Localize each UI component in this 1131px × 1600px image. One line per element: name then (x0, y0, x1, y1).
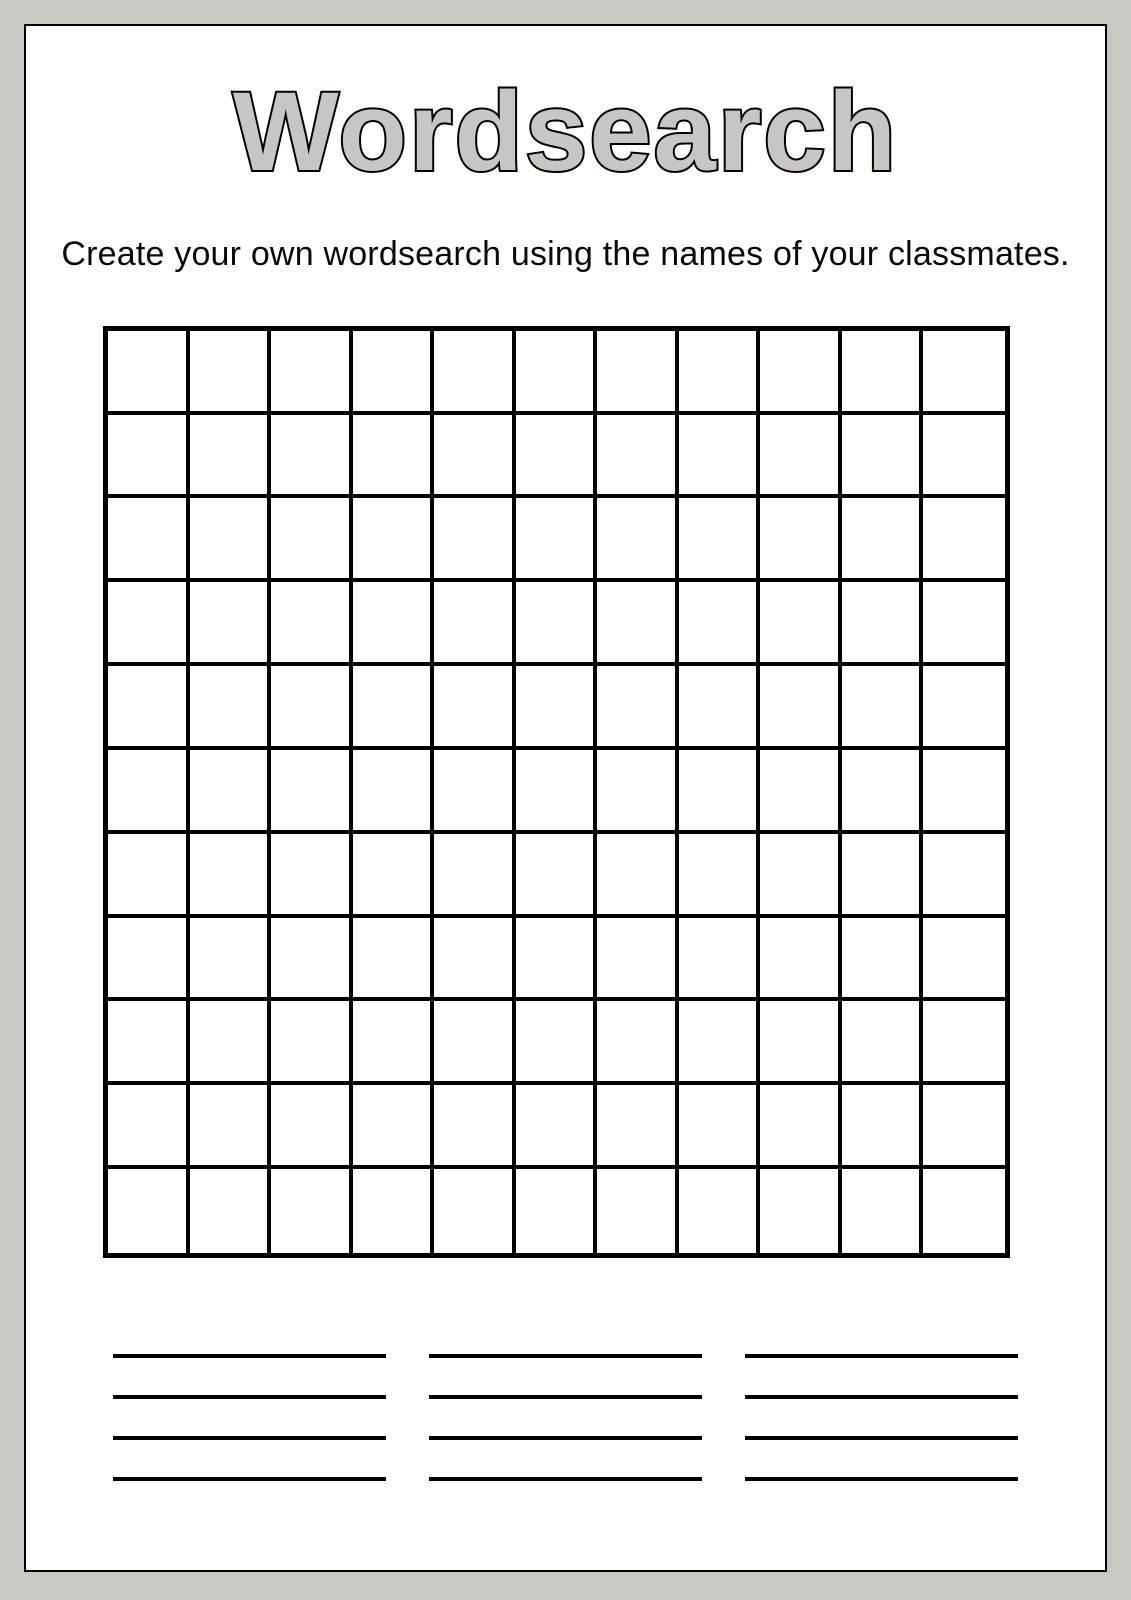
grid-cell (679, 1169, 761, 1253)
grid-cell (516, 1001, 598, 1085)
grid-cell (516, 331, 598, 415)
worksheet-title: Wordsearch (232, 69, 899, 194)
grid-cell (842, 666, 924, 750)
grid-cell (108, 331, 190, 415)
grid-cell (271, 1085, 353, 1169)
grid-cell (271, 1169, 353, 1253)
grid-cell (190, 918, 272, 1002)
grid-cell (842, 1085, 924, 1169)
grid-cell (271, 1001, 353, 1085)
grid-cell (271, 415, 353, 499)
grid-cell (760, 750, 842, 834)
grid-cell (353, 1169, 435, 1253)
grid-cell (760, 834, 842, 918)
grid-cell (271, 918, 353, 1002)
grid-cell (516, 834, 598, 918)
grid-cell (597, 582, 679, 666)
write-line (745, 1354, 1018, 1358)
write-line (113, 1477, 386, 1481)
grid-cell (190, 331, 272, 415)
grid-cell (190, 1085, 272, 1169)
grid-cell (353, 331, 435, 415)
grid-cell (516, 918, 598, 1002)
grid-cell (434, 918, 516, 1002)
grid-cell (353, 918, 435, 1002)
grid-cell (597, 834, 679, 918)
grid-cell (271, 834, 353, 918)
grid-cell (434, 1001, 516, 1085)
write-line (113, 1395, 386, 1399)
grid-cell (760, 331, 842, 415)
grid-cell (597, 1001, 679, 1085)
grid-cell (923, 834, 1005, 918)
grid-cell (353, 498, 435, 582)
grid-cell (516, 1169, 598, 1253)
write-line (429, 1354, 702, 1358)
grid-cell (760, 415, 842, 499)
grid-cell (108, 666, 190, 750)
answer-line-column (745, 1354, 1018, 1481)
grid-cell (434, 1085, 516, 1169)
grid-cell (108, 918, 190, 1002)
write-line (113, 1436, 386, 1440)
write-line (745, 1436, 1018, 1440)
grid-cell (679, 1001, 761, 1085)
grid-cell (353, 750, 435, 834)
grid-cell (760, 498, 842, 582)
grid-cell (842, 498, 924, 582)
grid-cell (190, 1169, 272, 1253)
grid-cell (353, 415, 435, 499)
answer-line-column (113, 1354, 386, 1481)
grid-cell (271, 666, 353, 750)
grid-cell (108, 1001, 190, 1085)
grid-cell (760, 918, 842, 1002)
grid-cell (597, 415, 679, 499)
grid-cell (760, 666, 842, 750)
grid-cell (923, 1001, 1005, 1085)
grid-cell (108, 498, 190, 582)
grid-cell (679, 750, 761, 834)
grid-cell (190, 1001, 272, 1085)
write-line (429, 1477, 702, 1481)
grid-cell (597, 1169, 679, 1253)
grid-cell (597, 918, 679, 1002)
grid-cell (597, 666, 679, 750)
grid-cell (108, 834, 190, 918)
grid-cell (923, 1169, 1005, 1253)
grid-cell (516, 1085, 598, 1169)
grid-cell (108, 1169, 190, 1253)
grid-cell (190, 582, 272, 666)
grid-cell (842, 918, 924, 1002)
grid-cell (842, 582, 924, 666)
grid-cell (353, 1001, 435, 1085)
grid-cell (679, 415, 761, 499)
grid-cell (679, 918, 761, 1002)
grid-cell (679, 1085, 761, 1169)
grid-cell (760, 1169, 842, 1253)
grid-cell (190, 415, 272, 499)
grid-cell (108, 750, 190, 834)
grid-cell (353, 666, 435, 750)
grid-cell (842, 750, 924, 834)
answer-line-column (429, 1354, 702, 1481)
grid-cell (679, 331, 761, 415)
grid-cell (597, 750, 679, 834)
instruction-text: Create your own wordsearch using the names of your classmates. (61, 234, 1070, 273)
grid-cell (434, 582, 516, 666)
grid-cell (842, 1169, 924, 1253)
grid-cell (108, 415, 190, 499)
grid-cell (353, 834, 435, 918)
grid-cell (190, 750, 272, 834)
grid-cell (190, 834, 272, 918)
grid-cell (271, 331, 353, 415)
grid-cell (597, 1085, 679, 1169)
grid-cell (434, 666, 516, 750)
grid-cell (434, 498, 516, 582)
grid-cell (516, 415, 598, 499)
grid-cell (516, 582, 598, 666)
grid-cell (434, 331, 516, 415)
write-line (745, 1477, 1018, 1481)
grid-cell (108, 1085, 190, 1169)
grid-cell (271, 498, 353, 582)
grid-cell (760, 1085, 842, 1169)
grid-cell (190, 498, 272, 582)
answer-lines-section (113, 1354, 1018, 1481)
wordsearch-grid (103, 326, 1010, 1258)
write-line (745, 1395, 1018, 1399)
grid-cell (271, 582, 353, 666)
grid-cell (679, 582, 761, 666)
grid-cell (842, 415, 924, 499)
grid-cell (516, 498, 598, 582)
grid-cell (679, 498, 761, 582)
write-line (429, 1436, 702, 1440)
grid-cell (923, 582, 1005, 666)
grid-cell (923, 331, 1005, 415)
grid-cell (923, 918, 1005, 1002)
grid-cell (923, 1085, 1005, 1169)
grid-cell (597, 498, 679, 582)
grid-cell (516, 750, 598, 834)
grid-cell (842, 834, 924, 918)
grid-cell (353, 1085, 435, 1169)
grid-cell (923, 415, 1005, 499)
grid-cell (190, 666, 272, 750)
grid-cell (597, 331, 679, 415)
grid-cell (923, 666, 1005, 750)
grid-cell (760, 1001, 842, 1085)
grid-cell (842, 1001, 924, 1085)
grid-cell (434, 1169, 516, 1253)
grid-cell (760, 582, 842, 666)
grid-cell (679, 834, 761, 918)
grid-cell (108, 582, 190, 666)
grid-cell (353, 582, 435, 666)
grid-cell (434, 834, 516, 918)
grid-cell (434, 750, 516, 834)
write-line (429, 1395, 702, 1399)
grid-cell (271, 750, 353, 834)
grid-cell (516, 666, 598, 750)
grid-cell (842, 331, 924, 415)
grid-cell (923, 750, 1005, 834)
worksheet-page (24, 24, 1107, 1572)
grid-cell (434, 415, 516, 499)
grid-cell (923, 498, 1005, 582)
write-line (113, 1354, 386, 1358)
grid-cell (679, 666, 761, 750)
